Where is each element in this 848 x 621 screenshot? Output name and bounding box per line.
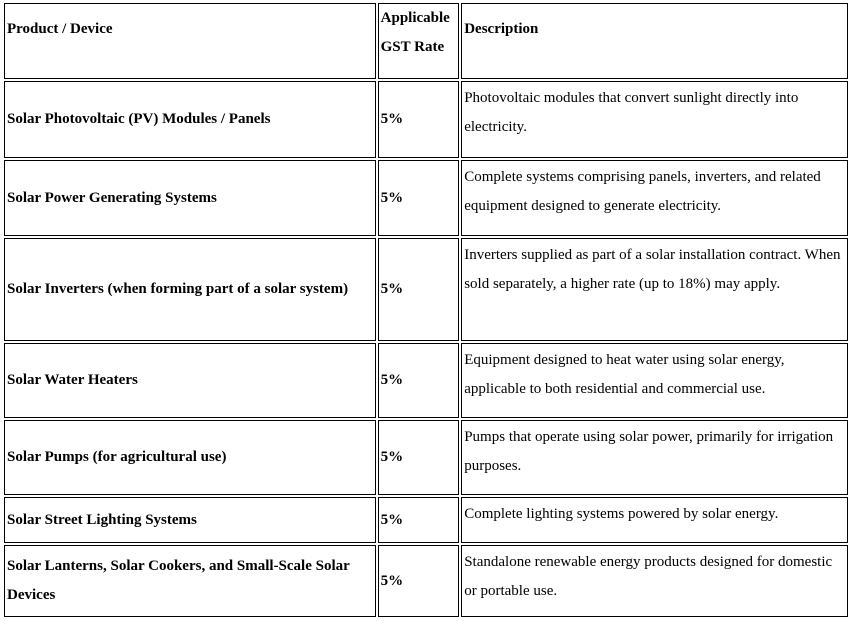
header-gst-rate-line2: GST Rate [380,39,445,55]
table-header-row [4,3,848,79]
rate-cell: 5% [378,160,460,236]
header-description: Description [461,3,848,79]
table-row [4,545,848,617]
header-gst-rate [378,3,460,79]
table-row [4,81,848,158]
gst-rate-table [2,1,848,619]
product-cell: Solar Power Generating Systems [4,160,376,236]
table-row [4,420,848,495]
rate-cell: 5% [378,497,460,543]
description-cell: Complete lighting systems powered by solar energy. [461,497,848,543]
description-cell: Equipment designed to heat water using solar energy, applicable to both residential and commercial use. [461,343,848,418]
rate-cell: 5% [378,420,460,495]
description-cell: Complete systems comprising panels, inverters, and related equipment designed to generate electricity. [461,160,848,236]
rate-cell: 5% [378,81,460,158]
table-row [4,160,848,236]
table-row [4,497,848,543]
description-cell: Pumps that operate using solar power, primarily for irrigation purposes. [461,420,848,495]
description-cell: Inverters supplied as part of a solar installation contract. When sold separately, a higher rate (up to 18%) may apply. [461,238,848,341]
description-cell: Photovoltaic modules that convert sunlight directly into electricity. [461,81,848,158]
table-row [4,343,848,418]
table-row [4,238,848,341]
rate-cell: 5% [378,238,460,341]
description-cell: Standalone renewable energy products designed for domestic or portable use. [461,545,848,617]
product-cell: Solar Inverters (when forming part of a solar system) [4,238,376,341]
product-cell: Solar Lanterns, Solar Cookers, and Small-Scale Solar Devices [4,545,376,617]
product-cell: Solar Water Heaters [4,343,376,418]
product-cell: Solar Photovoltaic (PV) Modules / Panels [4,81,376,158]
rate-cell: 5% [378,545,460,617]
product-cell: Solar Pumps (for agricultural use) [4,420,376,495]
header-gst-rate-line1: Applicable [380,10,450,26]
header-product: Product / Device [4,3,376,79]
product-cell: Solar Street Lighting Systems [4,497,376,543]
rate-cell: 5% [378,343,460,418]
